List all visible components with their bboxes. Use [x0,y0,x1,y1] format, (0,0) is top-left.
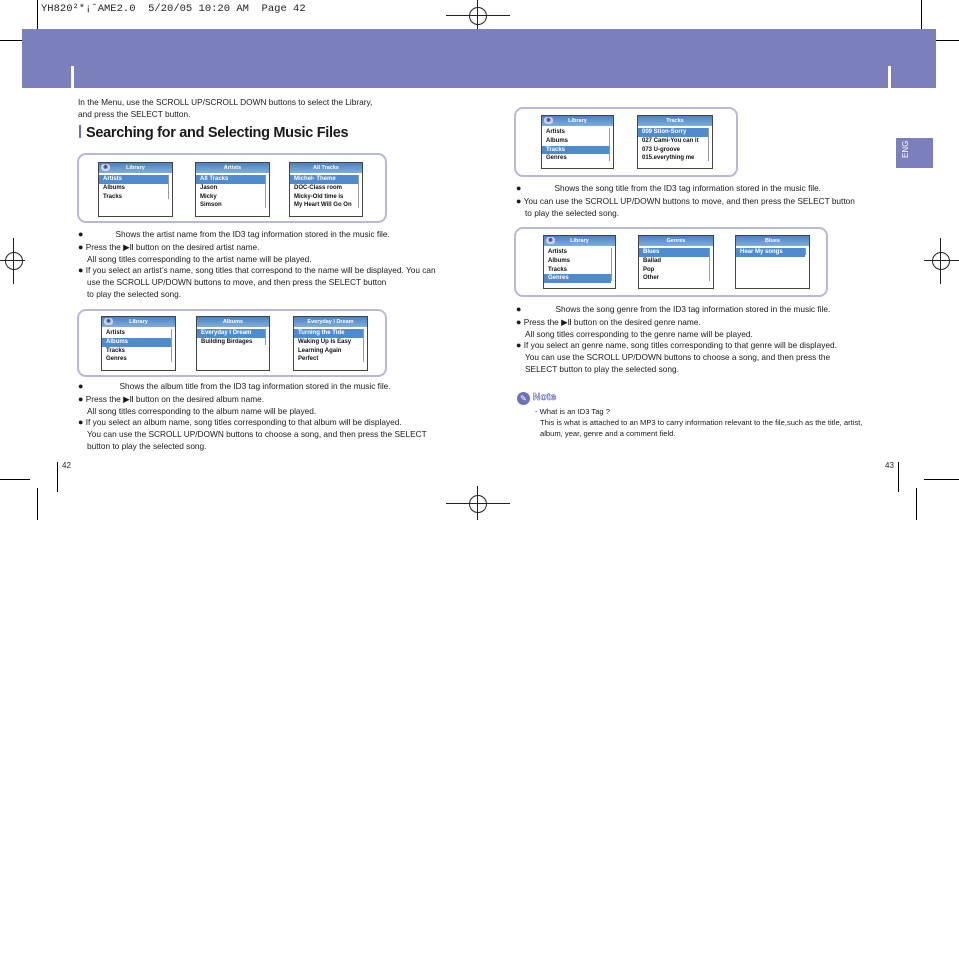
bullet-line [78,381,458,393]
page-title-text: Searching for and Selecting Music Files [86,125,349,141]
menu-item: Artists [548,249,568,255]
menu-item: Genres [106,356,127,363]
crop-mark [924,479,959,480]
screen-title: Artists [223,165,242,171]
menu-item: Artists [546,129,566,135]
menu-item-selected: Genres [544,274,611,283]
note-pencil-icon: ✎ [517,392,530,405]
crop-mark [921,0,922,30]
bullet-text: If you select an album name, song titles corresponding to that album will be displayed. [85,417,402,428]
bullet-text: All song titles corresponding to the album name will be played. [87,405,317,416]
library-disc-icon: ◉ [104,318,113,325]
screen-scrollbar [805,248,808,255]
screen-artists [195,162,270,217]
screen-title: Library [570,238,589,244]
crop-mark [916,488,917,520]
note-text [535,406,895,439]
header-band [22,29,936,88]
menu-item: Albums [546,137,569,144]
screen-library [101,316,176,371]
bullet-line [516,196,886,208]
menu-item: Genres [546,155,567,162]
registration-line [477,486,478,520]
screen-all-tracks [289,162,363,217]
bullet-text: Press the ▶Ⅱ button on the desired genre name. [523,316,701,327]
bullet-icon: ● [78,381,84,391]
bullet-text: SELECT button to play the selected song. [525,363,679,374]
bullet-text: You can use the SCROLL UP/DOWN buttons to choose a song, and then press the [525,352,831,363]
bullet-text: to play the selected song. [87,288,182,299]
screen-scrollbar [709,248,712,281]
screen-scrollbar [168,175,171,199]
menu-item: Ballad [643,257,662,264]
menu-item: Micky-Old time is [294,193,344,200]
menu-item: Tracks [548,266,568,273]
screen-title: Library [126,165,145,171]
screen-menu-list [542,126,613,163]
screen-blues [735,235,810,289]
bullet-line [78,417,458,429]
screen-title-bar [638,116,712,126]
crop-mark [37,488,38,520]
screen-title-bar [99,163,172,173]
bullet-text: All song titles corresponding to the genre name will be played. [525,328,753,339]
menu-item: Jason [200,184,218,191]
screen-title-bar [736,236,809,246]
menu-item: Other [643,275,660,282]
menu-item: Tracks [103,193,123,200]
bullet-icon: ● [78,265,84,276]
screen-genres [638,235,714,289]
bullet-line [516,304,886,316]
registration-mark-icon [5,252,23,270]
screen-menu-list [99,173,172,201]
screen-title-bar [294,317,367,327]
registration-line [477,0,478,30]
bullet-icon: ● [78,393,84,404]
bullet-text: All song titles corresponding to the artist name will be played. [87,253,312,264]
screen-title-bar [290,163,362,173]
screen-title: Albums [222,319,244,325]
bullet-icon: ● [78,417,84,428]
menu-item-selected: Tracks [542,146,609,155]
screen-title: Genres [666,238,686,244]
screen-title-bar [102,317,175,327]
menu-item: Perfect [298,356,319,363]
screen-title-bar [639,236,713,246]
screen-menu-list [290,173,362,210]
screen-library [543,235,616,289]
registration-line [940,238,941,284]
library-disc-icon: ◉ [101,164,110,171]
header-band-tick [888,66,891,88]
menu-item: Micky [200,193,217,200]
screen-scrollbar [609,128,612,161]
registration-mark-icon [469,495,487,513]
menu-item-selected: All Tracks [196,175,265,184]
screen-title: Tracks [666,118,684,124]
bullet-icon: ● [78,229,84,239]
menu-item: Learning Again [298,347,342,354]
screen-title-bar [197,317,269,327]
screen-menu-list [638,126,712,163]
language-tab [896,138,933,168]
screen-scrollbar [171,329,174,362]
page-number-right: 43 [885,461,894,470]
screen-menu-list [736,246,809,257]
crop-mark [0,479,30,480]
screen-library [541,115,614,169]
bullet-text: Shows the song title from the ID3 tag information stored in the music file. [554,183,821,193]
header-band-tick [71,66,74,88]
bullet-line [78,229,458,241]
bullet-icon: ● [516,316,522,327]
note-answer: album, year, genre and a comment field. [540,429,676,438]
screen-title: Library [129,319,148,325]
screen-scrollbar [265,329,268,345]
intro-line: In the Menu, use the SCROLL UP/SCROLL DOWN buttons to select the Library, [78,97,373,107]
menu-item: My Heart Will Go On [294,202,352,209]
bullet-icon: ● [78,241,84,252]
note-label: Note [533,392,557,403]
language-tab-label: ENG [901,140,910,158]
bullet-icon: ● [516,304,522,314]
screen-menu-list [196,173,269,210]
screen-title: Everyday I Dream [307,319,354,325]
library-disc-icon: ◉ [546,237,555,244]
menu-item-selected: Albums [102,338,171,347]
menu-item: Simson [200,202,222,209]
bullet-text: Shows the album title from the ID3 tag information stored in the music file. [119,381,391,391]
registration-line [13,238,14,284]
menu-item-selected: Everyday I Dream [197,329,265,338]
menu-item: Building Birdages [201,338,253,345]
bullet-line [78,242,458,254]
screen-title-bar [196,163,269,173]
bullet-text: If you select an artist’s name, song titles that correspond to the name will be displayed. You can [85,265,436,276]
intro-line: and press the SELECT button. [78,108,191,119]
screen-menu-list [639,246,713,283]
crop-mark [57,462,58,492]
menu-item-selected: Turning the Tide [294,329,363,338]
genre-description [516,304,886,376]
menu-item-selected: Artists [99,175,168,184]
menu-item-selected: Michel- Theme [290,175,358,184]
screen-album-tracks [293,316,368,371]
registration-mark-icon [932,252,950,270]
screen-title-bar [542,116,613,126]
screen-scrollbar [265,175,268,208]
page-number-left: 42 [62,461,71,470]
screen-library [98,162,173,217]
bullet-text: Shows the artist name from the ID3 tag information stored in the music file. [115,229,390,239]
bullet-text: use the SCROLL UP/DOWN buttons to move, and then press the SELECT button [87,277,387,288]
library-disc-icon: ◉ [544,117,553,124]
bullet-line [78,394,458,406]
screen-scrollbar [611,248,614,281]
registration-line [924,260,959,261]
menu-item: 073 U-groove [642,146,681,153]
menu-item: Pop [643,266,655,273]
bullet-line [516,340,886,352]
menu-item-selected: Blues [639,248,709,257]
print-header: YH820²*¡ˆAME2.0 5/20/05 10:20 AM Page 42 [41,3,306,15]
bullet-text: button to play the selected song. [87,440,207,451]
bullet-text: You can use the SCROLL UP/DOWN buttons to move, and then press the SELECT button [523,195,855,206]
bullet-text: Press the ▶Ⅱ button on the desired album name. [85,393,265,404]
registration-line [446,15,510,16]
registration-mark-icon [469,7,487,25]
screen-menu-list [544,246,615,283]
bullet-text: If you select an genre name, song titles corresponding to that genre will be displayed. [523,340,837,351]
screen-scrollbar [358,175,361,208]
screen-menu-list [294,327,367,364]
page-title [79,125,348,141]
screen-menu-list [102,327,175,364]
bullet-icon: ● [516,195,522,206]
bullet-text: Press the ▶Ⅱ button on the desired artist name. [85,241,260,252]
menu-item: Tracks [106,347,126,354]
screen-title: Library [568,118,587,124]
crop-mark [37,0,38,30]
intro-text [78,97,372,121]
bullet-icon: ● [516,183,522,193]
bullet-text: Shows the song genre from the ID3 tag information stored in the music file. [555,304,831,314]
bullet-line [516,183,886,195]
registration-line [446,503,510,504]
menu-item: DOC-Class room [294,184,343,191]
menu-item-selected: 009 Stion-Sorry [638,128,708,137]
screen-albums [196,316,270,371]
menu-item-selected: Hear My songs [736,248,805,257]
menu-item: 027 Cami-You can it [642,137,699,144]
screen-menu-list [197,327,269,347]
bullet-text: to play the selected song. [525,207,620,218]
menu-item: Albums [103,184,126,191]
artist-description [78,229,458,301]
menu-item: Albums [548,257,571,264]
screen-title-bar [544,236,615,246]
screen-title: Blues [765,238,780,244]
menu-item: Artists [106,330,126,336]
screen-title: All Tracks [313,165,339,171]
title-accent-bar [79,125,81,138]
bullet-line [516,317,886,329]
screen-tracks [637,115,713,169]
bullet-text: You can use the SCROLL UP/DOWN buttons to choose a song, and then press the SELECT [87,429,427,440]
bullet-line [78,265,458,277]
menu-item: Waking Up Is Easy [298,338,352,345]
album-description [78,381,458,453]
screen-scrollbar [708,128,711,161]
bullet-icon: ● [516,340,522,351]
note-answer: This is what is attached to an MP3 to carry information relevant to the file,such as the title, artist, [540,418,863,427]
track-description [516,183,886,219]
crop-mark [898,462,899,492]
menu-item: 015.everything me [642,155,695,162]
screen-scrollbar [363,329,366,362]
note-question: - What is an ID3 Tag ? [535,407,610,416]
